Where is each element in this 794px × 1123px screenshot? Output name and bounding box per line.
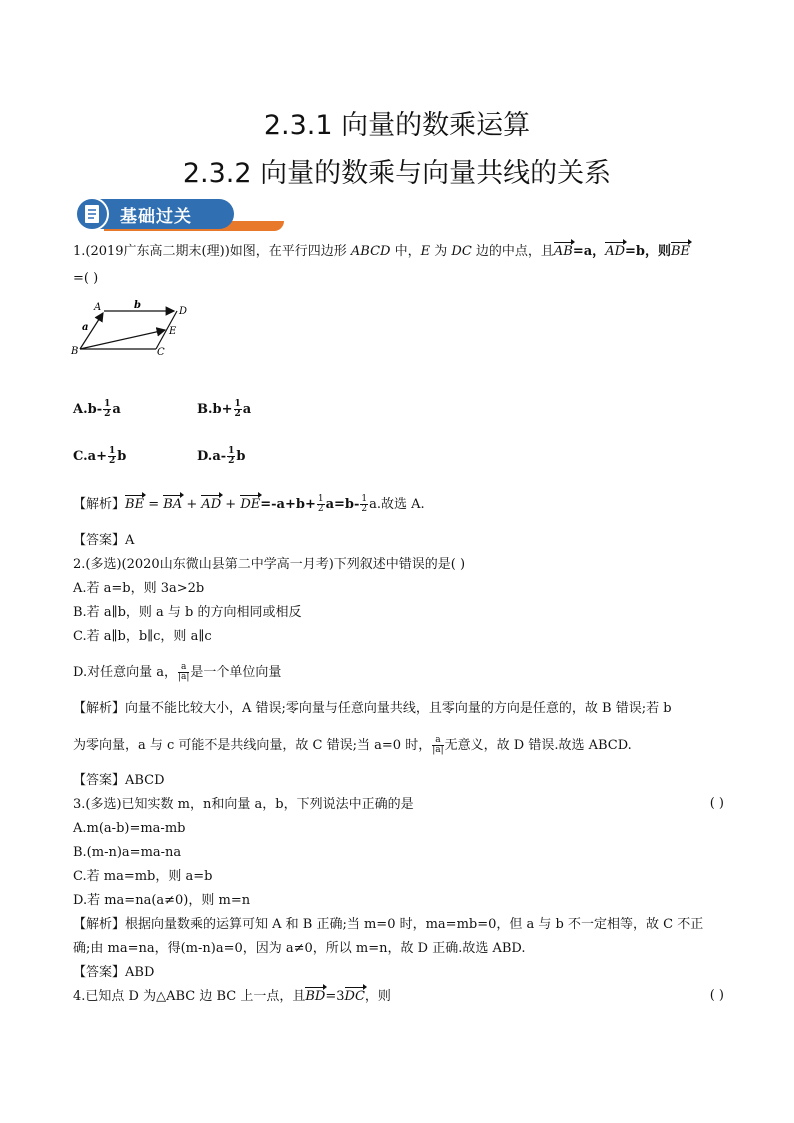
q1-option-d: D.a- $\frac{1}{2}$ b bbox=[197, 446, 246, 466]
label-B: B bbox=[71, 346, 79, 357]
q3-option-b: B.(m-n)a=ma-na bbox=[73, 845, 182, 860]
parallelogram-figure bbox=[70, 298, 200, 362]
q2-analysis-line1: 【解析】向量不能比较大小，A 错误;零向量与任意向量共线，且零向量的方向是任意的，故 B 错误;若 b bbox=[73, 701, 672, 716]
section-badge bbox=[74, 197, 236, 231]
title-section-2: 2.3.2 向量的数乘与向量共线的关系 bbox=[182, 158, 612, 189]
label-A: A bbox=[94, 302, 102, 313]
q3-stem: 3.(多选)已知实数 m，n和向量 a，b，下列说法中正确的是 bbox=[73, 797, 414, 812]
q2-option-d: D.对任意向量 a， $\frac{a}{|a|}$ 是一个单位向量 bbox=[73, 662, 282, 682]
q4-stem: 4.已知点 D 为△ABC 边 BC 上一点，且BD=3DC，则 bbox=[73, 989, 391, 1004]
q2-option-c: C.若 a∥b，b∥c，则 a∥c bbox=[73, 629, 212, 644]
q1-stem-line1: 1.(2019广东高二期末(理))如图，在平行四边形 ABCD 中，E 为 DC 边的中点，且AB=a，AD=b，则BE bbox=[73, 244, 691, 259]
q1-answer: 【答案】A bbox=[73, 533, 135, 548]
q1-analysis: 【解析】BE = BA + AD + DE=-a+b+ $\frac{1}{2}$ a=b- $\frac{1}{2}$ a.故选 A. bbox=[73, 494, 425, 514]
q2-option-a: A.若 a=b，则 3a>2b bbox=[73, 581, 205, 596]
q3-answer: 【答案】ABD bbox=[73, 965, 155, 980]
title-section-1: 2.3.1 向量的数乘运算 bbox=[263, 110, 531, 141]
notebook-icon bbox=[74, 197, 110, 231]
q1-option-b: B.b+ $\frac{1}{2}$ a bbox=[197, 399, 252, 419]
q3-paren: ( ) bbox=[709, 796, 724, 811]
q2-stem: 2.(多选)(2020山东微山县第二中学高一月考)下列叙述中错误的是( ) bbox=[73, 557, 466, 572]
q3-option-a: A.m(a-b)=ma-mb bbox=[73, 821, 186, 836]
label-C: C bbox=[157, 347, 165, 358]
q3-analysis-line1: 【解析】根据向量数乘的运算可知 A 和 B 正确;当 m=0 时，ma=mb=0，但 a 与 b 不一定相等，故 C 不正 bbox=[73, 917, 704, 932]
q2-answer: 【答案】ABCD bbox=[73, 773, 165, 788]
label-D: D bbox=[179, 306, 188, 317]
q3-option-c: C.若 ma=mb，则 a=b bbox=[73, 869, 213, 884]
q1-stem-line2: =( ) bbox=[73, 271, 99, 286]
badge-label: 基础过关 bbox=[120, 207, 192, 227]
q2-analysis-line2: 为零向量，a 与 c 可能不是共线向量，故 C 错误;当 a=0 时， $\frac{a}{|a|}$ 无意义，故 D 错误.故选 ABCD. bbox=[73, 735, 632, 755]
label-E: E bbox=[169, 326, 177, 337]
q2-option-b: B.若 a∥b，则 a 与 b 的方向相同或相反 bbox=[73, 605, 302, 620]
q4-paren: ( ) bbox=[709, 988, 724, 1003]
q1-option-a: A.b- $\frac{1}{2}$ a bbox=[73, 399, 121, 419]
q1-option-c: C.a+ $\frac{1}{2}$ b bbox=[73, 446, 127, 466]
q3-option-d: D.若 ma=na(a≠0)，则 m=n bbox=[73, 893, 251, 908]
label-b: b bbox=[134, 300, 141, 311]
label-a: a bbox=[82, 322, 89, 333]
q3-analysis-line2: 确;由 ma=na，得(m-n)a=0，因为 a≠0，所以 m=n，故 D 正确.故选 ABD. bbox=[73, 941, 526, 956]
